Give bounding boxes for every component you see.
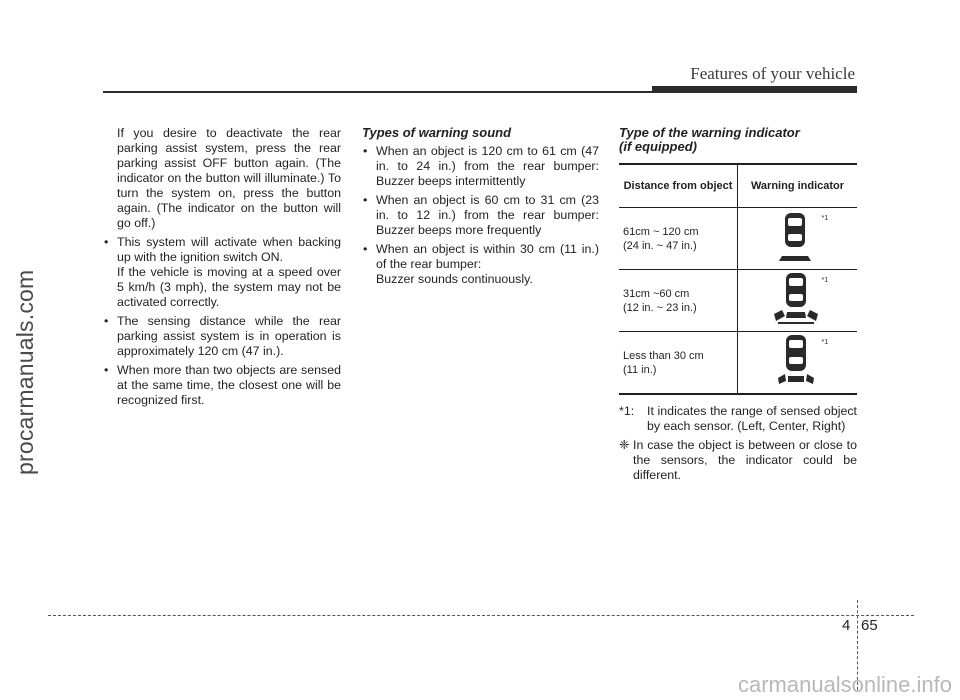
caution-note	[619, 438, 857, 483]
distance-cell	[619, 270, 738, 332]
column-1	[103, 126, 341, 408]
chapter-number: 4	[842, 617, 851, 634]
indicator-cell	[738, 270, 858, 332]
bullet-text: When an object is 60 cm to 31 cm (23 in. to 12 in.) from the rear bumper: Buzzer beeps more frequently	[376, 193, 599, 237]
distance-text: (11 in.)	[623, 363, 657, 376]
distance-text: 31cm ~60 cm	[623, 287, 690, 300]
distance-cell	[619, 208, 738, 270]
list-item	[103, 235, 341, 265]
distance-text: 61cm ~ 120 cm	[623, 225, 699, 238]
table-row	[619, 270, 857, 332]
list-item	[362, 144, 599, 189]
distance-text: (12 in. ~ 23 in.)	[623, 301, 697, 314]
footnote-mark: *1	[821, 276, 829, 284]
distance-text: (24 in. ~ 47 in.)	[623, 239, 697, 252]
bullet-subtext: Buzzer sounds continuously.	[376, 272, 533, 286]
warning-indicator-table	[619, 163, 857, 395]
bullet-text: The sensing distance while the rear parking assist system is in operation is approximately 120 cm (47 in.).	[117, 314, 341, 358]
caution-note-text: In case the object is between or close to the sensors, the indicator could be different.	[633, 438, 857, 482]
note-symbol-icon: ❈	[619, 438, 630, 452]
car-sensor-near-icon	[768, 334, 828, 388]
section-title-warning-sound: Types of warning sound	[362, 125, 512, 140]
column-2	[362, 126, 599, 287]
table-header-row	[619, 164, 857, 208]
bullet-icon: •	[104, 363, 109, 377]
table-row	[619, 332, 857, 395]
footnote-mark: *1	[821, 214, 829, 222]
section-title-line: Type of the warning indicator	[619, 125, 800, 140]
bullet-text: When an object is 120 cm to 61 cm (47 in. to 24 in.) from the rear bumper: Buzzer beeps intermittently	[376, 144, 599, 188]
footer-rule	[48, 615, 914, 616]
list-item	[103, 314, 341, 359]
indicator-cell	[738, 208, 858, 270]
section-title-warning-indicator	[619, 126, 857, 154]
column-header-indicator: Warning indicator	[738, 164, 858, 208]
list-item	[103, 363, 341, 408]
footnote-label: *1:	[619, 404, 635, 418]
footnote-text: It indicates the range of sensed object by each sensor. (Left, Center, Right)	[647, 404, 857, 433]
column-header-distance: Distance from object	[619, 164, 738, 208]
bullet-text: When more than two objects are sensed at the same time, the closest one will be recognized first.	[117, 363, 341, 407]
bullet-icon: •	[363, 242, 368, 256]
bullet-icon: •	[363, 144, 368, 158]
list-item	[362, 242, 599, 272]
bullet-subtext: If the vehicle is moving at a speed over 5 km/h (3 mph), the system may not be activated correctly.	[117, 265, 341, 309]
footnote	[619, 404, 857, 434]
footnote-mark: *1	[821, 338, 829, 346]
distance-cell	[619, 332, 738, 395]
car-sensor-mid-icon	[768, 272, 828, 326]
distance-text: Less than 30 cm	[623, 349, 704, 362]
car-sensor-far-icon	[768, 210, 828, 264]
bullet-icon: •	[104, 235, 109, 249]
page-header-title: Features of your vehicle	[690, 64, 855, 83]
list-item	[362, 193, 599, 238]
bullet-icon: •	[363, 193, 368, 207]
bullet-text: This system will activate when backing up with the ignition switch ON.	[117, 235, 341, 264]
bullet-text: When an object is within 30 cm (11 in.) of the rear bumper:	[376, 242, 599, 271]
header-rule	[103, 91, 857, 93]
watermark-left: procarmanuals.com	[12, 269, 38, 475]
table-row	[619, 208, 857, 270]
section-title-line: (if equipped)	[619, 139, 697, 154]
indicator-cell	[738, 332, 858, 395]
watermark-bottom[interactable]: carmanualsonline.info	[737, 672, 952, 697]
bullet-icon: •	[104, 314, 109, 328]
page-number: 65	[861, 617, 878, 634]
column-3	[619, 126, 857, 483]
deactivate-paragraph: If you desire to deactivate the rear parking assist system, press the rear parking assist OFF button again. (The indicator on the button will illuminate.) To turn the system on, press the button again. (The indicator on the button will go off.)	[117, 126, 341, 230]
